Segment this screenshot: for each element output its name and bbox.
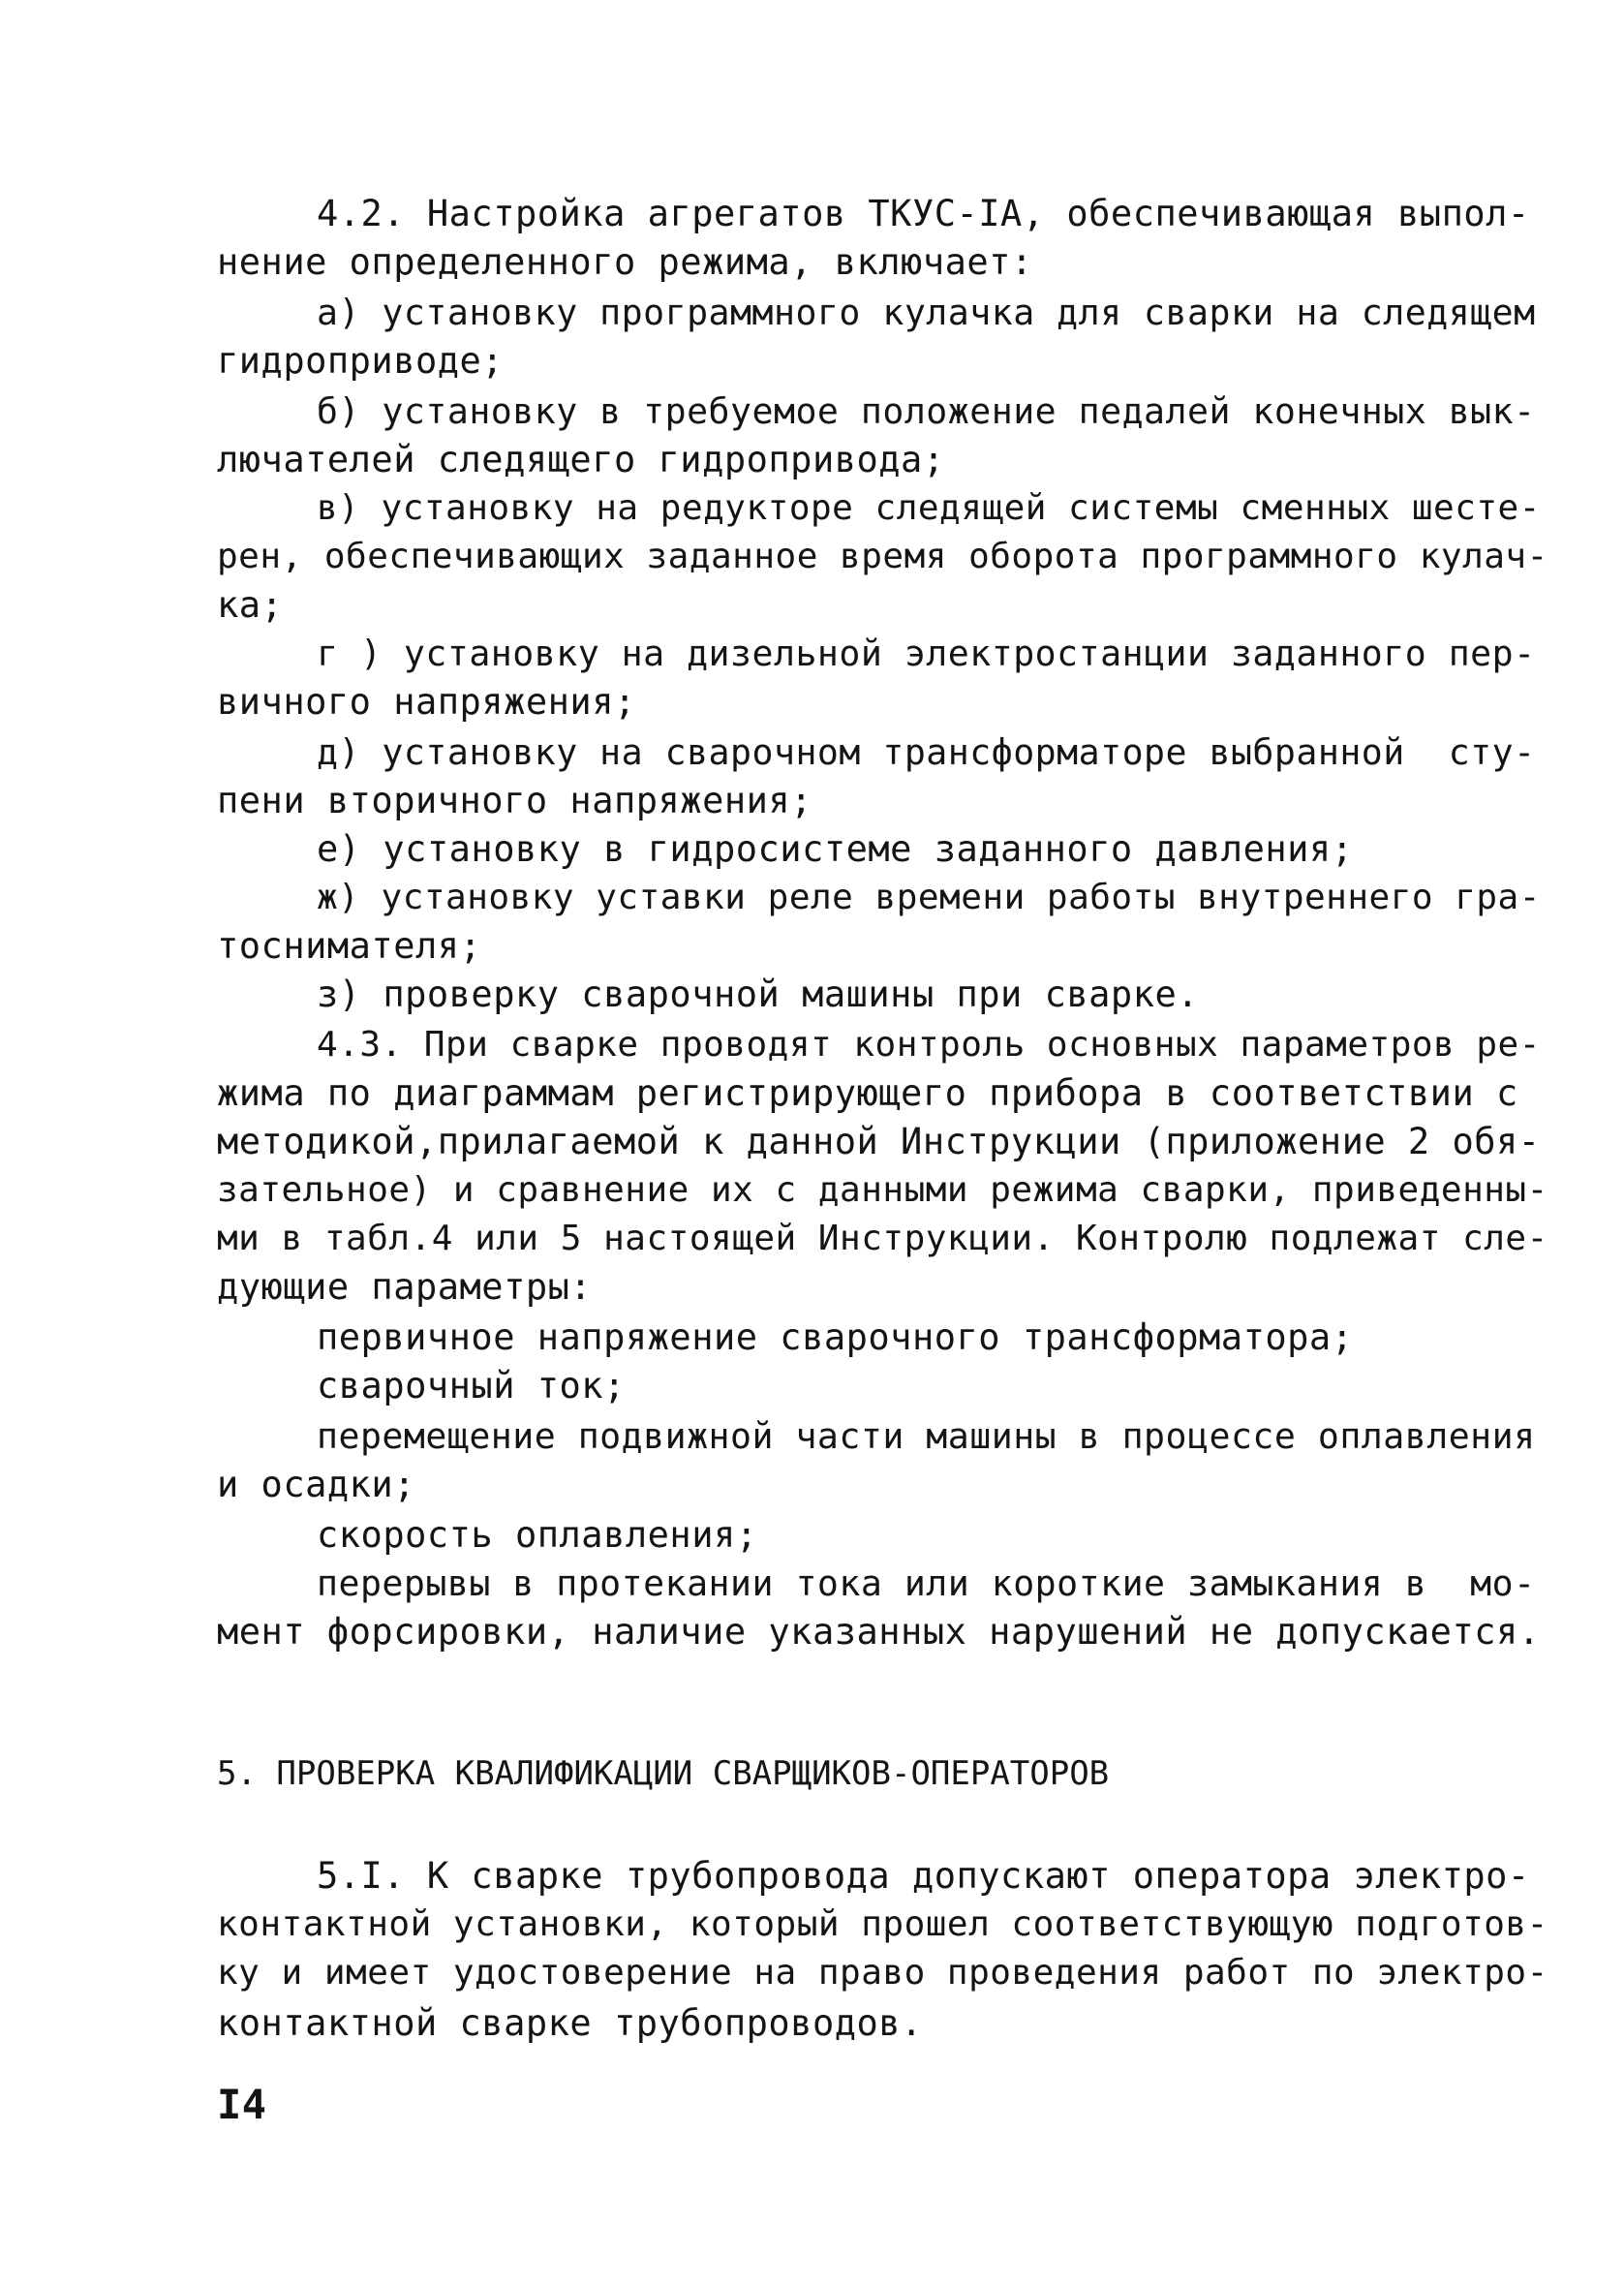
text-line: жима по диаграммам регистрирующего прибора в соответствии с	[217, 1072, 1518, 1114]
text-line: контактной сварке трубопроводов.	[217, 2002, 923, 2044]
text-line: мент форсировки, наличие указанных нарушений не допускается.	[217, 1611, 1541, 1653]
text-line: 4.2. Настройка агрегатов ТКУС-IA, обеспечивающая выпол-	[317, 193, 1530, 234]
section-heading: 5. ПРОВЕРКА КВАЛИФИКАЦИИ СВАРЩИКОВ-ОПЕРАТОРОВ	[217, 1754, 1110, 1793]
text-line: ка;	[217, 584, 284, 626]
text-line: методикой,прилагаемой к данной Инструкции (приложение 2 обя-	[217, 1121, 1541, 1162]
text-line: и осадки;	[217, 1464, 415, 1505]
text-line: пени вторичного напряжения;	[217, 780, 812, 821]
parameter-item: скорость оплавления;	[317, 1514, 758, 1556]
text-line: нение определенного режима, включает:	[217, 241, 1033, 283]
text-line: 4.3. При сварке проводят контроль основных параметров ре-	[317, 1025, 1541, 1065]
text-line: тоснимателя;	[217, 925, 482, 967]
list-item-v: в) установку на редукторе следящей системы сменных шесте-	[317, 488, 1541, 528]
list-item-g: г ) установку на дизельной электростанции заданного пер-	[317, 633, 1536, 674]
list-item-e: е) установку в гидросистеме заданного давления;	[317, 828, 1354, 870]
text-line: рен, обеспечивающих заданное время оборота программного кулач-	[217, 537, 1548, 576]
text-line: ку и имеет удостоверение на право проведения работ по электро-	[217, 1953, 1548, 1993]
parameter-item: первичное напряжение сварочного трансформатора;	[317, 1316, 1354, 1358]
list-item-a: а) установку программного кулачка для сварки на следящем	[317, 292, 1536, 333]
page-number: I4	[217, 2081, 267, 2128]
parameter-item: перерывы в протекании тока или короткие замыкания в мо-	[317, 1562, 1536, 1604]
text-line: ми в табл.4 или 5 настоящей Инструкции. Контролю подлежат сле-	[217, 1219, 1548, 1258]
list-item-zh: ж) установку уставки реле времени работы внутреннего гра-	[317, 878, 1541, 917]
text-line: 5.I. К сварке трубопровода допускают оператора электро-	[317, 1855, 1530, 1897]
text-line: вичного напряжения;	[217, 681, 636, 723]
text-line: дующие параметры:	[217, 1266, 593, 1308]
parameter-item: сварочный ток;	[317, 1365, 626, 1407]
text-line: зательное) и сравнение их с данными режима сварки, приведенны-	[217, 1170, 1548, 1210]
text-line: контактной установки, который прошел соответствующую подготов-	[217, 1904, 1548, 1944]
parameter-item: перемещение подвижной части машины в процессе оплавления	[317, 1415, 1536, 1457]
list-item-b: б) установку в требуемое положение педалей конечных вык-	[317, 390, 1536, 432]
text-line: лючателей следящего гидропривода;	[217, 439, 945, 480]
list-item-d: д) установку на сварочном трансформаторе выбранной сту-	[317, 731, 1536, 773]
list-item-z: з) проверку сварочной машины при сварке.	[317, 974, 1200, 1015]
text-line: гидроприводе;	[217, 340, 505, 382]
